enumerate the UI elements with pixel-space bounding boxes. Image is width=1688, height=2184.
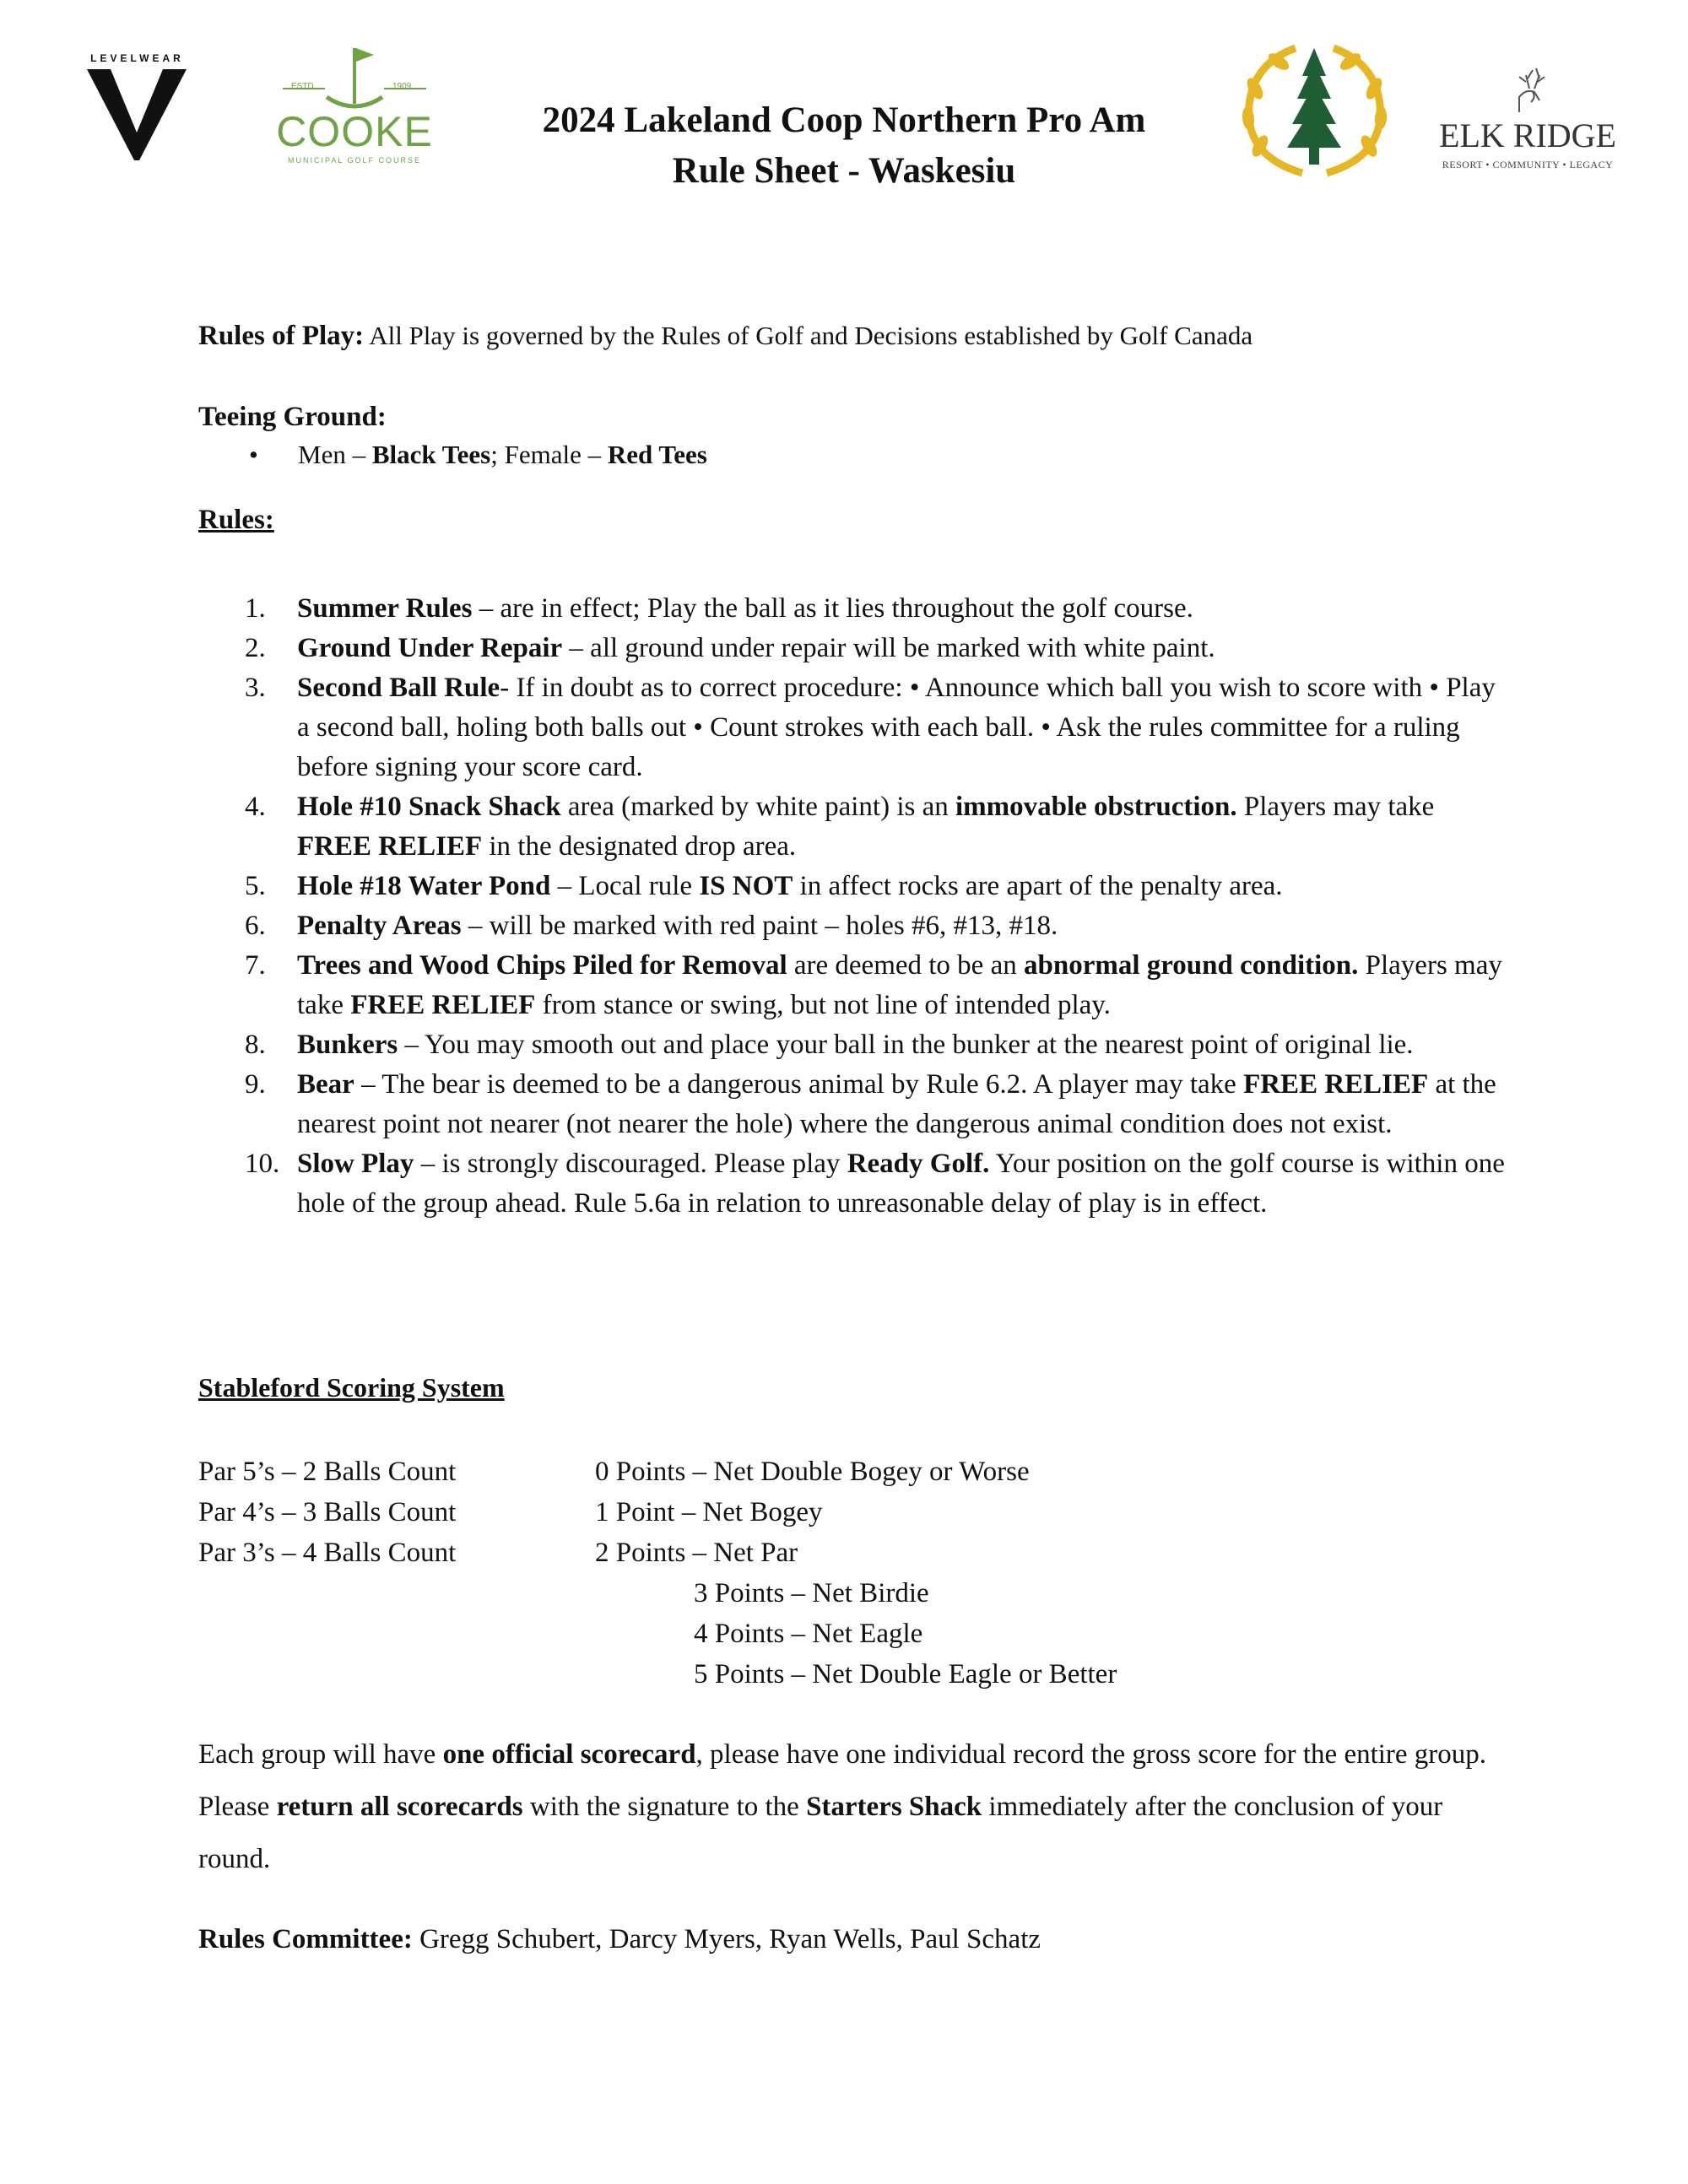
rules-of-play: [198, 317, 1515, 355]
rule-number: 4.: [245, 792, 266, 822]
rules-committee-names: Gregg Schubert, Darcy Myers, Ryan Wells, Paul Schatz: [412, 1924, 1041, 1954]
points-row: 1 Point – Net Bogey: [595, 1497, 823, 1527]
points-row: 5 Points – Net Double Eagle or Better: [694, 1659, 1117, 1689]
points-row: 3 Points – Net Birdie: [694, 1578, 929, 1608]
bold-text: Trees and Wood Chips Piled for Removal: [297, 950, 787, 981]
text: immediately after the conclusion of your round.: [198, 1792, 1443, 1874]
rule-number: 10.: [245, 1149, 280, 1179]
rule-item: [245, 787, 1511, 867]
levelwear-w-icon: [80, 52, 194, 162]
elk-icon: [1435, 63, 1620, 118]
bold-text: Slow Play: [297, 1149, 414, 1179]
text: – will be marked with red paint – holes #6, #13, #18.: [461, 911, 1058, 941]
bold-text: immovable obstruction.: [955, 792, 1237, 822]
text: – You may smooth out and place your ball in the bunker at the nearest point of original lie.: [398, 1030, 1414, 1060]
rules-of-play-text: All Play is governed by the Rules of Golf and Decisions established by Golf Canada: [364, 321, 1253, 350]
rule-number: 8.: [245, 1030, 266, 1060]
tees-separator: ; Female –: [490, 440, 608, 469]
text: area (marked by white paint) is an: [560, 792, 955, 822]
bold-text: FREE RELIEF: [350, 990, 536, 1020]
rule-item: [245, 668, 1511, 787]
bold-text: Bear: [297, 1069, 354, 1100]
bold-text: return all scorecards: [276, 1792, 523, 1822]
page-title-line1: 2024 Lakeland Coop Northern Pro Am: [542, 100, 1146, 140]
text: with the signature to the: [522, 1792, 807, 1822]
bold-text: Bunkers: [297, 1030, 398, 1060]
text: at the nearest point not nearer (not nearer the hole) where the dangerous animal condition does not exist.: [297, 1069, 1496, 1139]
teeing-ground-heading: Teeing Ground:: [198, 402, 387, 432]
rules-committee: [198, 1924, 1041, 1955]
text: – Local rule: [550, 871, 700, 901]
cooke-golf-logo: [266, 38, 443, 165]
text: from stance or swing, but not line of intended play.: [535, 990, 1111, 1020]
rule-number: 5.: [245, 871, 266, 901]
rule-item: [245, 1025, 1511, 1065]
rules-of-play-label: Rules of Play:: [198, 321, 365, 351]
rule-number: 7.: [245, 950, 266, 981]
cooke-wordmark: COOKE: [276, 108, 433, 155]
text: – is strongly discouraged. Please play: [414, 1149, 847, 1179]
stableford-heading: Stableford Scoring System: [198, 1372, 505, 1403]
rule-item: [245, 1065, 1511, 1144]
rule-item: [245, 629, 1511, 668]
rule-number: 9.: [245, 1069, 266, 1100]
cooke-year: 1909: [392, 82, 412, 91]
elk-ridge-logo: [1435, 63, 1620, 177]
rules-list: [245, 589, 1511, 1224]
golf-flag-icon: [266, 38, 443, 114]
bold-text: one official scorecard: [442, 1739, 696, 1770]
bold-text: Starters Shack: [806, 1792, 982, 1822]
bold-text: IS NOT: [699, 871, 793, 901]
rule-number: 3.: [245, 673, 266, 703]
bold-text: Hole #18 Water Pond: [297, 871, 551, 901]
text: – The bear is deemed to be a dangerous animal by Rule 6.2. A player may take: [354, 1069, 1244, 1100]
rule-number: 2.: [245, 633, 266, 663]
points-column-first: [595, 1451, 1030, 1573]
points-row: 2 Points – Net Par: [595, 1538, 798, 1568]
levelwear-logo: [80, 52, 194, 162]
points-row: 4 Points – Net Eagle: [694, 1619, 923, 1649]
balls-count-column: [198, 1451, 456, 1573]
rule-item: [245, 589, 1511, 629]
bold-text: Ready Golf.: [847, 1149, 990, 1179]
men-tees: Black Tees: [371, 440, 491, 469]
rule-item: [245, 906, 1511, 946]
text: in affect rocks are apart of the penalty area.: [793, 871, 1283, 901]
bold-text: Hole #10 Snack Shack: [297, 792, 561, 822]
text: , please have one individual record the gross score for the entire group. Please: [198, 1739, 1487, 1822]
bold-text: Ground Under Repair: [297, 633, 563, 663]
scorecard-instructions: [198, 1728, 1515, 1885]
points-column-second: [694, 1573, 1117, 1695]
bold-text: Second Ball Rule: [297, 673, 500, 703]
cooke-subtitle: MUNICIPAL GOLF COURSE: [287, 156, 421, 165]
cooke-estd: ESTD: [291, 82, 314, 91]
bullet: •: [249, 440, 258, 469]
text: Each group will have: [198, 1739, 443, 1770]
rule-item: [245, 1144, 1511, 1224]
text: in the designated drop area.: [482, 831, 797, 862]
rule-number: 1.: [245, 593, 266, 624]
text: - If in doubt as to correct procedure: • Announce which ball you wish to score with • Play a second ball, holing both balls out • Count strokes with each ball. • Ask the rules committee for a ruling before signing your score card.: [297, 673, 1496, 782]
rule-item: [245, 867, 1511, 906]
teeing-ground-item: [249, 437, 707, 473]
levelwear-logo-text: LEVELWEAR: [90, 52, 184, 64]
bold-text: FREE RELIEF: [1243, 1069, 1429, 1100]
elk-ridge-tagline: RESORT • COMMUNITY • LEGACY: [1442, 159, 1614, 170]
bold-text: abnormal ground condition.: [1023, 950, 1359, 981]
bold-text: Penalty Areas: [297, 911, 462, 941]
balls-count-row: Par 4’s – 3 Balls Count: [198, 1497, 457, 1527]
balls-count-row: Par 5’s – 2 Balls Count: [198, 1457, 457, 1487]
text: Players may take: [1236, 792, 1435, 822]
text: are deemed to be an: [787, 950, 1024, 981]
rules-committee-label: Rules Committee:: [198, 1924, 413, 1954]
elk-ridge-wordmark: ELK RIDGE: [1439, 116, 1616, 154]
page-title-line2: Rule Sheet - Waskesiu: [672, 151, 1016, 191]
bold-text: FREE RELIEF: [297, 831, 483, 862]
rules-heading: Rules:: [198, 505, 274, 535]
text: – all ground under repair will be marked with white paint.: [562, 633, 1215, 663]
text: Players may take: [297, 950, 1502, 1020]
text: – are in effect; Play the ball as it lies throughout the golf course.: [472, 593, 1193, 624]
rule-item: [245, 946, 1511, 1025]
balls-count-row: Par 3’s – 4 Balls Count: [198, 1538, 457, 1568]
text: Your position on the golf course is within one hole of the group ahead. Rule 5.6a in relation to unreasonable delay of play is in effect.: [297, 1149, 1505, 1219]
men-prefix: Men –: [298, 440, 372, 469]
bold-text: Summer Rules: [297, 593, 473, 624]
rule-number: 6.: [245, 911, 266, 941]
female-tees: Red Tees: [607, 440, 707, 469]
points-row: 0 Points – Net Double Bogey or Worse: [595, 1457, 1030, 1487]
